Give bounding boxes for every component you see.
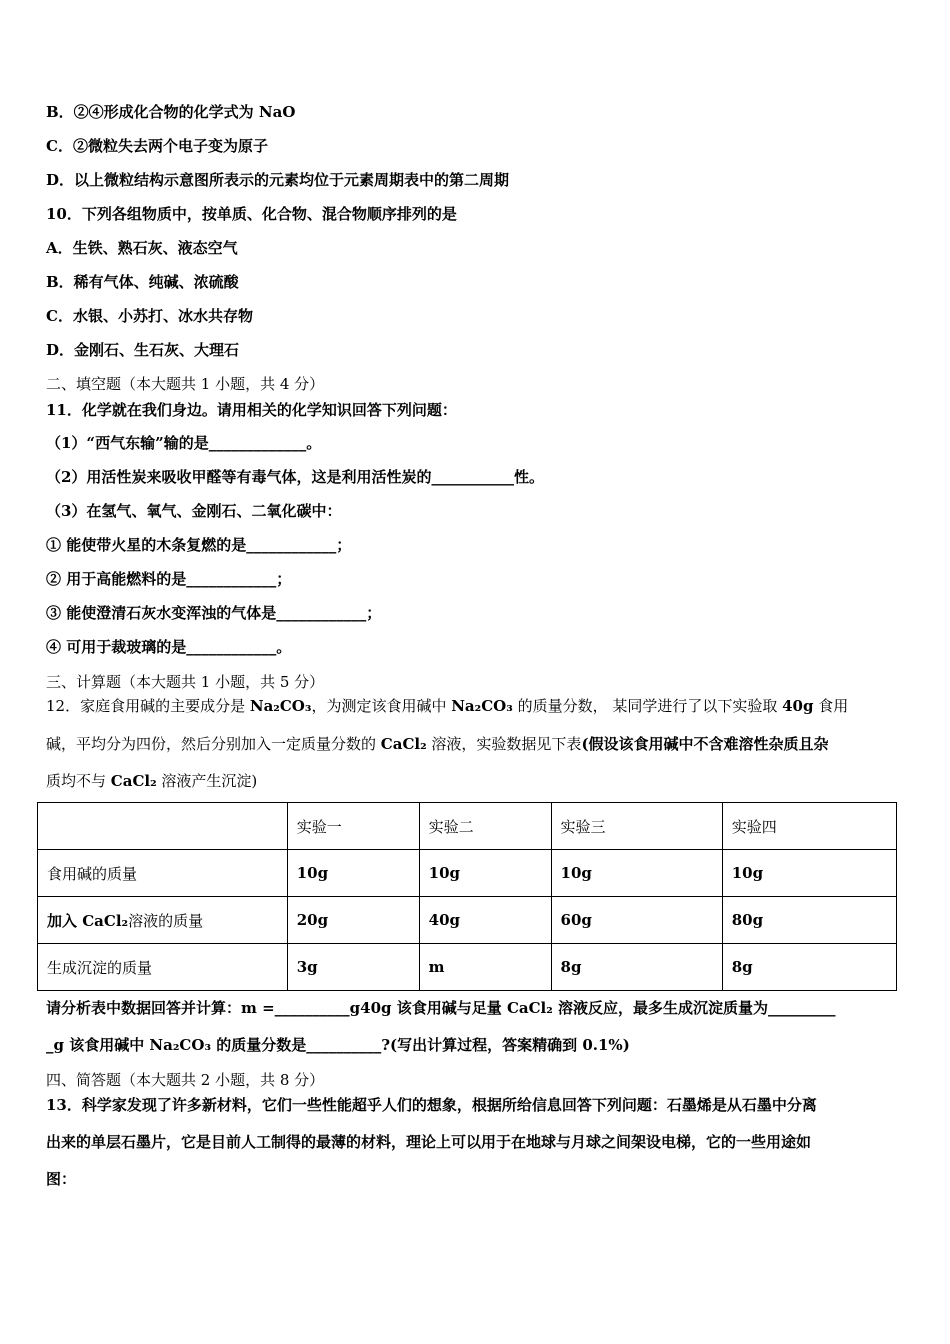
sample-mass: 40g (782, 697, 814, 715)
table-cell: 3g (287, 944, 419, 991)
table-row (38, 850, 897, 897)
q11-sub-1: ① 能使带火星的木条复燃的是____________； (46, 536, 352, 554)
q13-line-1: 13．科学家发现了许多新材料，它们一些性能超乎人们的想象，根据所给信息回答下列问题：石墨烯是从石墨中分离 (46, 1096, 817, 1114)
table-header-row (38, 803, 897, 850)
table-row (38, 897, 897, 944)
q10-option-a: A．生铁、熟石灰、液态空气 (46, 239, 238, 257)
table-row-label (38, 944, 288, 991)
cacl2-formula: CaCl₂ (380, 735, 427, 753)
table-cell: 60g (551, 897, 722, 944)
q10-option-b: B．稀有气体、纯碱、浓硫酸 (46, 273, 239, 291)
q12-text: 碱，平均分为四份，然后分别加入一定质量分数的 (46, 735, 381, 753)
q13-line-2: 出来的单层石墨片，它是目前人工制得的最薄的材料，理论上可以用于在地球与月球之间架设电梯，它的一些用途如 (46, 1133, 812, 1151)
q12-text: ，为测定该食用碱中 (311, 697, 452, 715)
q12-line-3 (46, 771, 257, 791)
q10-stem: 10．下列各组物质中，按单质、化合物、混合物顺序排列的是 (46, 205, 457, 223)
table-row-label (38, 897, 288, 944)
table-cell: 8g (551, 944, 722, 991)
na2co3-formula: Na₂CO₃ (249, 697, 312, 715)
section-4-heading: 四、简答题（本大题共 2 小题，共 8 分） (46, 1071, 325, 1089)
cacl2-formula: CaCl₂ (110, 772, 157, 790)
q12-text: 质均不与 (46, 772, 111, 790)
table-row (38, 944, 897, 991)
q12-line-1 (46, 696, 848, 716)
table-row-label-text: 生成沉淀的质量 (47, 958, 153, 977)
table-header-cell: 实验一 (287, 803, 419, 850)
table-cell: 20g (287, 897, 419, 944)
q9-option-c: C．②微粒失去两个电子变为原子 (46, 137, 268, 155)
table-header-cell: 实验三 (551, 803, 722, 850)
q9-option-b: B．②④形成化合物的化学式为 NaO (46, 103, 296, 121)
q11-sub-4: ④ 可用于裁玻璃的是____________。 (46, 638, 292, 656)
table-row-label-tail: 溶液的质量 (128, 911, 204, 930)
q12-text: 的质量分数， 某同学进行了以下实验取 (512, 697, 783, 715)
q10-option-c: C．水银、小苏打、冰水共存物 (46, 307, 253, 325)
experiment-table (37, 802, 897, 991)
na2co3-formula: Na₂CO₃ (451, 697, 513, 715)
table-cell: 40g (419, 897, 551, 944)
table-header-cell: 实验二 (419, 803, 551, 850)
q11-sub-3: ③ 能使澄清石灰水变浑浊的气体是____________； (46, 604, 382, 622)
table-row-label (38, 850, 288, 897)
q12-text: 溶液，实验数据见下表 (426, 735, 582, 753)
table-header-cell (38, 803, 288, 850)
q12-line-2 (46, 734, 829, 754)
q11-sub-2: ② 用于高能燃料的是____________； (46, 570, 292, 588)
table-row-label-text: 加入 CaCl₂ (47, 911, 129, 930)
q11-stem: 11．化学就在我们身边。请用相关的化学知识回答下列问题： (46, 401, 457, 419)
q12-text: 食用 (813, 697, 849, 715)
q11-part-2: （2）用活性炭来吸收甲醛等有毒气体，这是利用活性炭的___________性。 (46, 468, 544, 486)
q9-option-d: D．以上微粒结构示意图所表示的元素均位于元素周期表中的第二周期 (46, 171, 510, 189)
table-header-cell: 实验四 (722, 803, 896, 850)
table-cell: 8g (722, 944, 896, 991)
table-cell: m (419, 944, 551, 991)
q11-part-3: （3）在氢气、氧气、金刚石、二氧化碳中： (46, 502, 342, 520)
table-cell: 10g (722, 850, 896, 897)
q12-answer-line-1: 请分析表中数据回答并计算：m =__________g40g 该食用碱与足量 CaCl₂ 溶液反应，最多生成沉淀质量为_________ (46, 999, 836, 1017)
section-2-heading: 二、填空题（本大题共 1 小题，共 4 分） (46, 375, 325, 393)
q12-text: 溶液产生沉淀) (156, 772, 258, 790)
q12-text: 12．家庭食用碱的主要成分是 (46, 697, 250, 715)
table-cell: 80g (722, 897, 896, 944)
q10-option-d: D．金刚石、生石灰、大理石 (46, 341, 240, 359)
q12-answer-line-2: _g 该食用碱中 Na₂CO₃ 的质量分数是__________?(写出计算过程，答案精确到 0.1%) (46, 1036, 630, 1054)
q11-part-1: （1）“西气东输”输的是_____________。 (46, 434, 322, 452)
table-cell: 10g (551, 850, 722, 897)
q12-text: (假设该食用碱中不含难溶性杂质且杂 (581, 735, 829, 753)
table-cell: 10g (419, 850, 551, 897)
q13-line-3: 图： (46, 1170, 77, 1188)
table-row-label-text: 食用碱的质量 (47, 864, 138, 883)
section-3-heading: 三、计算题（本大题共 1 小题，共 5 分） (46, 673, 325, 691)
table-cell: 10g (287, 850, 419, 897)
